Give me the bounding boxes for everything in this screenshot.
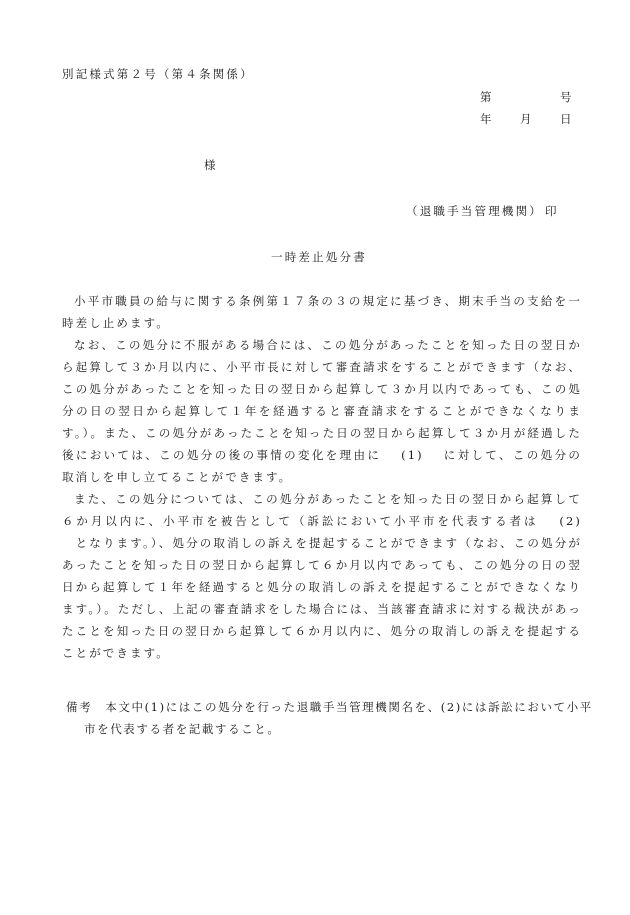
body-paragraph-3: また、この処分については、この処分があったことを知った日の翌日から起算して６か月以内に、小平市を被告として（訴訟において小平市を代表する者は (2) となります。）、処分の取消しの訴えを提起することができます（なお、この処分があったことを知った日の翌日から起算して６か月以内であっても、この処分の日の翌日から起算して１年を経過すると処分の取消しの訴えを提起することができなくなります。）。ただし、上記の審査請求をした場合には、当該審査請求に対する裁決があったことを知った日の翌日から起算して６か月以内に、処分の取消しの訴えを提起することができます。 — [62, 492, 582, 660]
document-title: 一時差止処分書 — [271, 250, 367, 264]
remarks-note: 備考 本文中(1)にはこの処分を行った退職手当管理機関名を、(2)には訴訟において小平市を代表する者を記載すること。 — [66, 700, 593, 736]
body-paragraph-1: 小平市職員の給与に関する条例第１７条の３の規定に基づき、期末手当の支給を一時差し止めます。 — [62, 294, 582, 330]
issuer-name: （退職手当管理機関） — [406, 204, 543, 218]
date-year: 年 — [480, 112, 494, 126]
number-suffix: 号 — [560, 90, 574, 104]
form-header-label: 別記様式第２号（第４条関係） — [62, 67, 254, 81]
date-day: 日 — [560, 112, 574, 126]
body-paragraph-2: なお、この処分に不服がある場合には、この処分があったことを知った日の翌日から起算して３か月以内に、小平市長に対して審査請求をすることができます（なお、この処分があったことを知った日の翌日から起算して３か月以内であっても、この処分の日の翌日から起算して１年を経過すると審査請求をすることができなくなります。）。また、この処分があったことを知った日の翌日から起算して３か月が経過した後においては、この処分の後の事情の変化を理由に (1) に対して、この処分の取消しを申し立てることができます。 — [62, 338, 582, 484]
date-month: 月 — [520, 112, 534, 126]
number-prefix: 第 — [480, 90, 494, 104]
seal-mark: 印 — [545, 204, 559, 218]
addressee-suffix: 様 — [204, 158, 218, 172]
